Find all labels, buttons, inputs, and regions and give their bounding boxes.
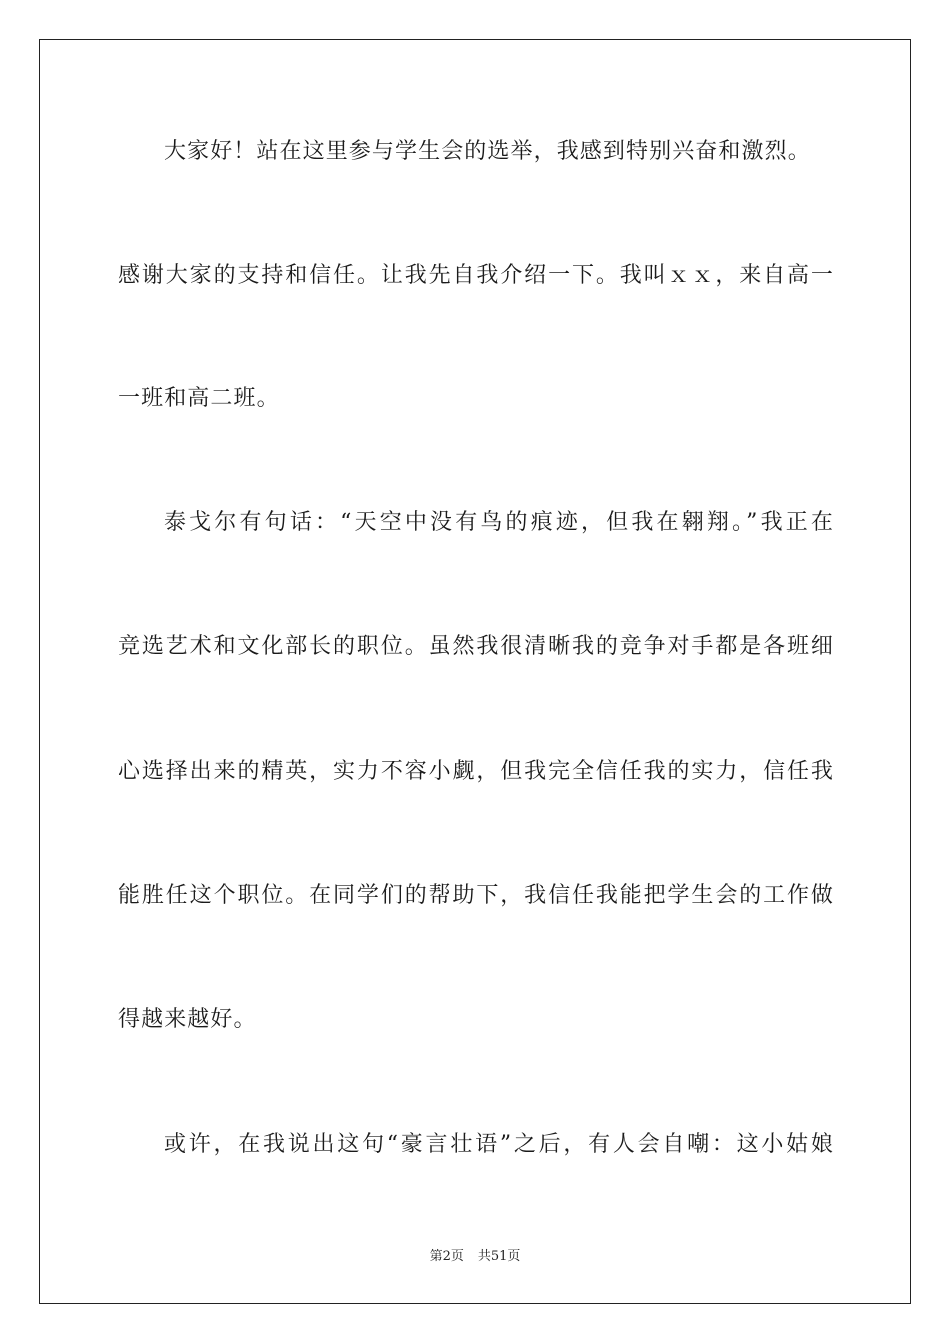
page-number: 第2页	[429, 1249, 464, 1264]
paragraph-2-line-3: 心选择出来的精英，实力不容小觑，但我完全信任我的实力，信任我	[118, 759, 834, 784]
paragraph-3-line-1: 或许，在我说出这句“豪言壮语”之后，有人会自嘲：这小姑娘	[164, 1132, 834, 1157]
total-pages: 共51页	[477, 1249, 521, 1264]
paragraph-2-line-2: 竞选艺术和文化部长的职位。虽然我很清晰我的竞争对手都是各班细	[118, 634, 834, 659]
paragraph-1-line-2: 感谢大家的支持和信任。让我先自我介绍一下。我叫ｘｘ，来自高一	[118, 263, 834, 288]
page-footer	[0, 1248, 950, 1266]
page-border	[39, 39, 911, 1304]
paragraph-2-line-1: 泰戈尔有句话：“天空中没有鸟的痕迹，但我在翱翔。”我正在	[164, 510, 834, 535]
paragraph-1-line-3: 一班和高二班。	[118, 386, 280, 411]
paragraph-1-line-1: 大家好！站在这里参与学生会的选举，我感到特别兴奋和激烈。	[164, 139, 811, 164]
paragraph-2-line-5: 得越来越好。	[118, 1007, 257, 1032]
paragraph-2-line-4: 能胜任这个职位。在同学们的帮助下，我信任我能把学生会的工作做	[118, 883, 834, 908]
